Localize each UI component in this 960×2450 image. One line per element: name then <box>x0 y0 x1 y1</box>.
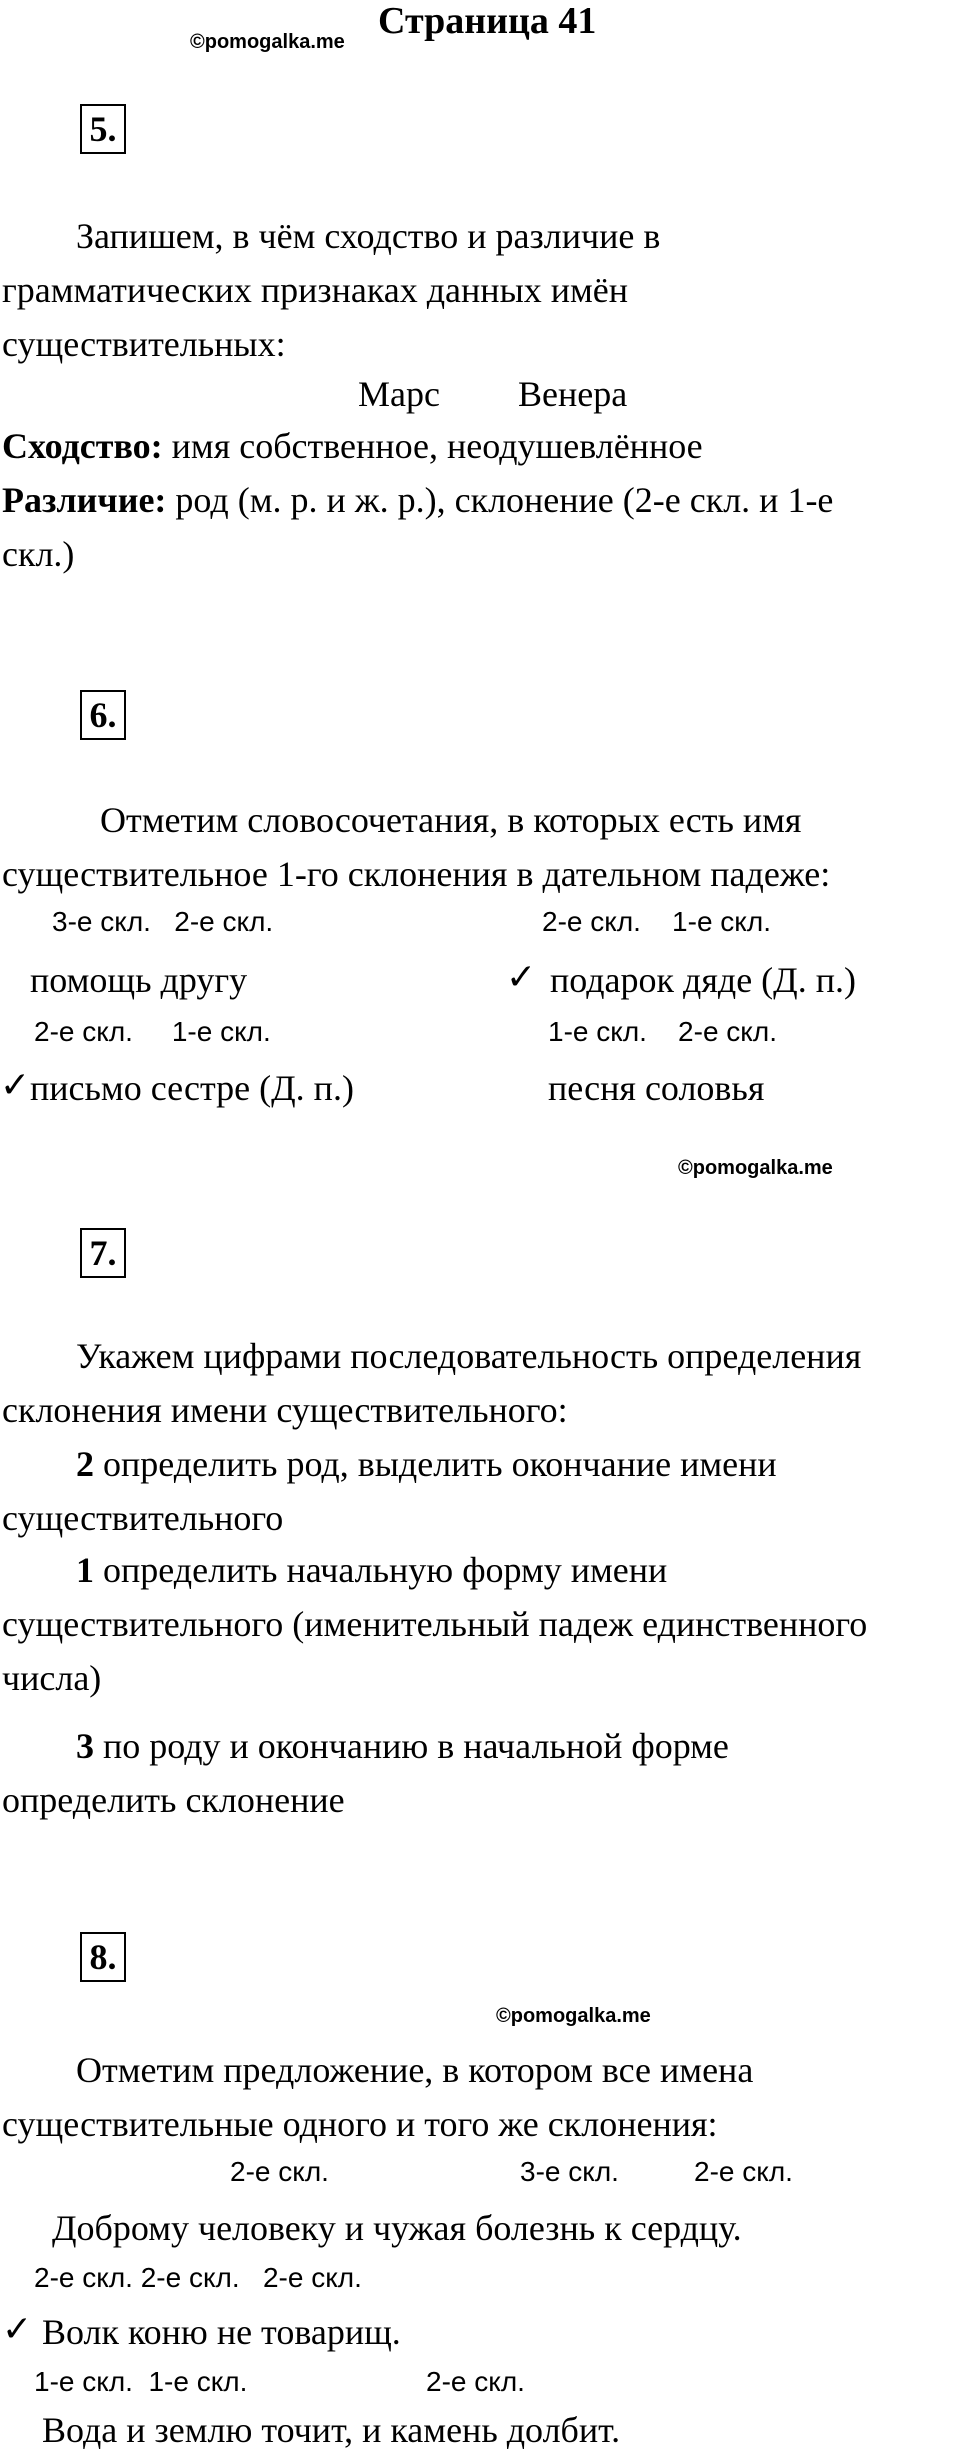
step-3 <box>76 1728 729 1764</box>
phrase-4-labels: 1-е скл. 2-е скл. <box>548 1016 777 1047</box>
check-icon: ✓ <box>506 957 537 998</box>
step-3-number: 3 <box>76 1726 94 1766</box>
step-1 <box>76 1552 667 1588</box>
task-8-line-1: Отметим предложение, в котором все имена <box>76 2050 754 2090</box>
step-1-cont-2: числа) <box>2 1658 102 1698</box>
watermark: ©pomogalka.me <box>190 31 345 53</box>
similarity-text: имя собственное, неодушевлённое <box>162 426 703 466</box>
task-5-difference-cont: скл.) <box>2 534 75 574</box>
step-3-cont: определить склонение <box>2 1780 345 1820</box>
step-2 <box>76 1446 777 1482</box>
task-7-line-1: Укажем цифрами последовательность определения <box>76 1336 862 1376</box>
sentence-3-labels: 1-е скл. 1-е скл. <box>34 2366 248 2397</box>
sentence-2: Волк коню не товарищ. <box>42 2312 401 2352</box>
phrase-1-labels: 3-е скл. 2-е скл. <box>52 906 274 937</box>
phrase-2: подарок дяде (Д. п.) <box>550 960 856 1000</box>
difference-label: Различие: <box>2 480 167 520</box>
phrase-1: помощь другу <box>30 960 248 1000</box>
task-5-word-1: Марс <box>358 374 440 414</box>
task-6-line-1: Отметим словосочетания, в которых есть имя <box>100 800 802 840</box>
check-icon: ✓ <box>2 2309 33 2350</box>
task-8-number: 8. <box>80 1932 126 1982</box>
task-5-line-3: существительных: <box>2 324 286 364</box>
task-7-line-2: склонения имени существительного: <box>2 1390 568 1430</box>
step-1-number: 1 <box>76 1550 94 1590</box>
phrase-3: письмо сестре (Д. п.) <box>30 1068 354 1108</box>
task-6-line-2: существительное 1-го склонения в дательном падеже: <box>2 854 831 894</box>
task-8-line-2: существительные одного и того же склонения: <box>2 2104 718 2144</box>
sentence-1: Доброму человеку и чужая болезнь к сердцу. <box>52 2208 742 2248</box>
difference-text: род (м. р. и ж. р.), склонение (2-е скл. и 1-е <box>166 480 834 520</box>
step-2-number: 2 <box>76 1444 94 1484</box>
phrase-3-labels: 2-е скл. 1-е скл. <box>34 1016 271 1047</box>
watermark: ©pomogalka.me <box>496 2005 651 2027</box>
task-5-word-2: Венера <box>518 374 628 414</box>
phrase-2-labels: 2-е скл. 1-е скл. <box>542 906 771 937</box>
sentence-1-label-c: 2-е скл. <box>694 2156 793 2187</box>
task-5-number: 5. <box>80 104 126 154</box>
check-icon: ✓ <box>0 1065 31 1106</box>
sentence-2-labels: 2-е скл. 2-е скл. 2-е скл. <box>34 2262 362 2293</box>
task-7-number: 7. <box>80 1228 126 1278</box>
sentence-1-label-b: 3-е скл. <box>520 2156 619 2187</box>
task-5-line-1: Запишем, в чём сходство и различие в <box>76 216 661 256</box>
sentence-3-label-c: 2-е скл. <box>426 2366 525 2397</box>
phrase-4: песня соловья <box>548 1068 765 1108</box>
similarity-label: Сходство: <box>2 426 163 466</box>
task-6-number: 6. <box>80 690 126 740</box>
task-5-similarity <box>2 428 703 464</box>
step-2-cont: существительного <box>2 1498 284 1538</box>
step-3-text: по роду и окончанию в начальной форме <box>94 1726 729 1766</box>
task-5-difference <box>2 482 833 518</box>
step-1-cont-1: существительного (именительный падеж единственного <box>2 1604 868 1644</box>
watermark: ©pomogalka.me <box>678 1157 833 1179</box>
sentence-1-label-a: 2-е скл. <box>230 2156 329 2187</box>
step-1-text: определить начальную форму имени <box>94 1550 668 1590</box>
page-title: Страница 41 <box>378 0 597 42</box>
step-2-text: определить род, выделить окончание имени <box>94 1444 777 1484</box>
task-5-line-2: грамматических признаках данных имён <box>2 270 629 310</box>
sentence-3: Вода и землю точит, и камень долбит. <box>42 2410 621 2450</box>
